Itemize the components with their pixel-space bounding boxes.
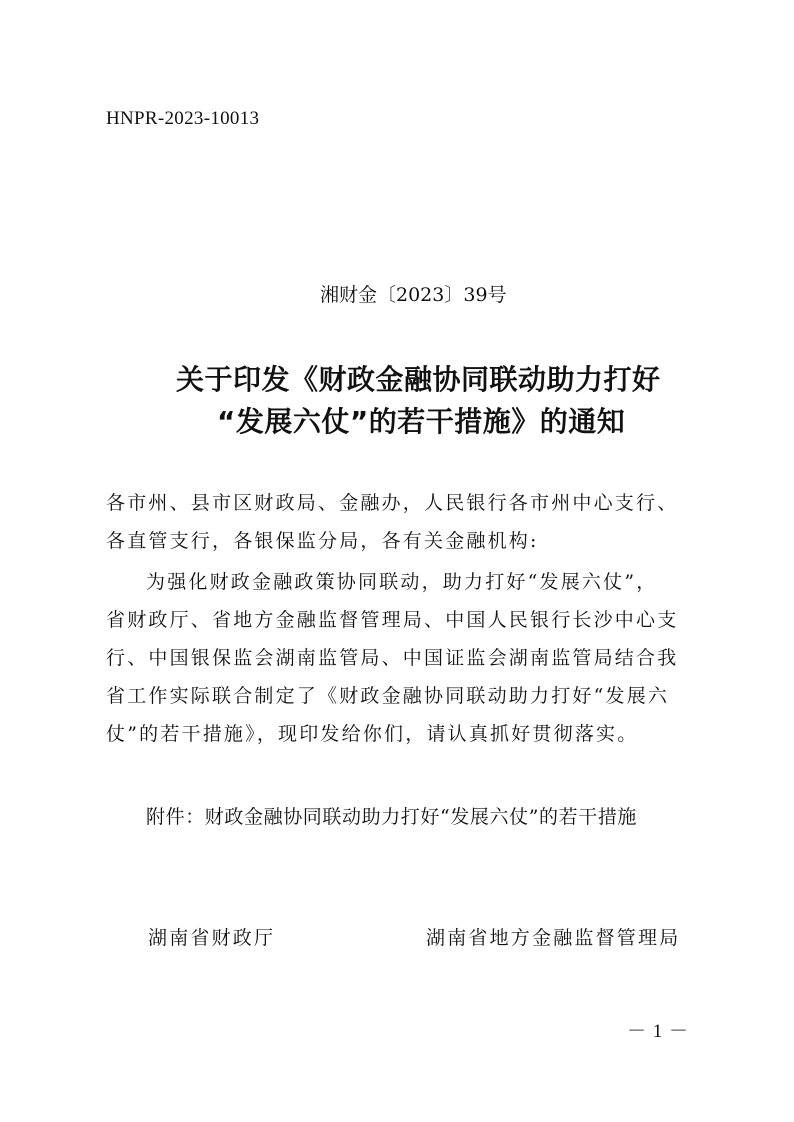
page-number: － 1 － <box>627 1021 690 1042</box>
title-line-1: 关于印发《财政金融协同联动助力打好 <box>176 363 661 396</box>
recipients-line-1: 各市州、县市区财政局、金融办，人民银行各市州中心支行、 <box>106 492 679 514</box>
attachment-note: 附件：财政金融协同联动助力打好“发展六仗”的若干措施 <box>146 806 638 828</box>
issuer-financial-supervision-bureau: 湖南省地方金融监督管理局 <box>426 927 681 949</box>
body-line-3: 行、中国银保监会湖南监管局、中国证监会湖南监管局结合我 <box>106 647 679 669</box>
title-line-2: “发展六仗”的若干措施》的通知 <box>217 405 626 438</box>
body-line-2: 省财政厅、省地方金融监督管理局、中国人民银行长沙中心支 <box>106 609 679 631</box>
body-line-1: 为强化财政金融政策协同联动，助力打好“发展六仗”， <box>146 571 658 593</box>
body-line-4: 省工作实际联合制定了《财政金融协同联动助力打好“发展六 <box>106 685 670 707</box>
document-number: 湘财金〔2023〕39号 <box>320 284 507 306</box>
body-line-5: 仗”的若干措施》，现印发给你们，请认真抓好贯彻落实。 <box>106 723 639 745</box>
document-id: HNPR-2023-10013 <box>106 108 260 129</box>
issuer-finance-department: 湖南省财政厅 <box>148 927 276 949</box>
recipients-line-2: 各直管支行，各银保监分局，各有关金融机构: <box>106 530 539 552</box>
